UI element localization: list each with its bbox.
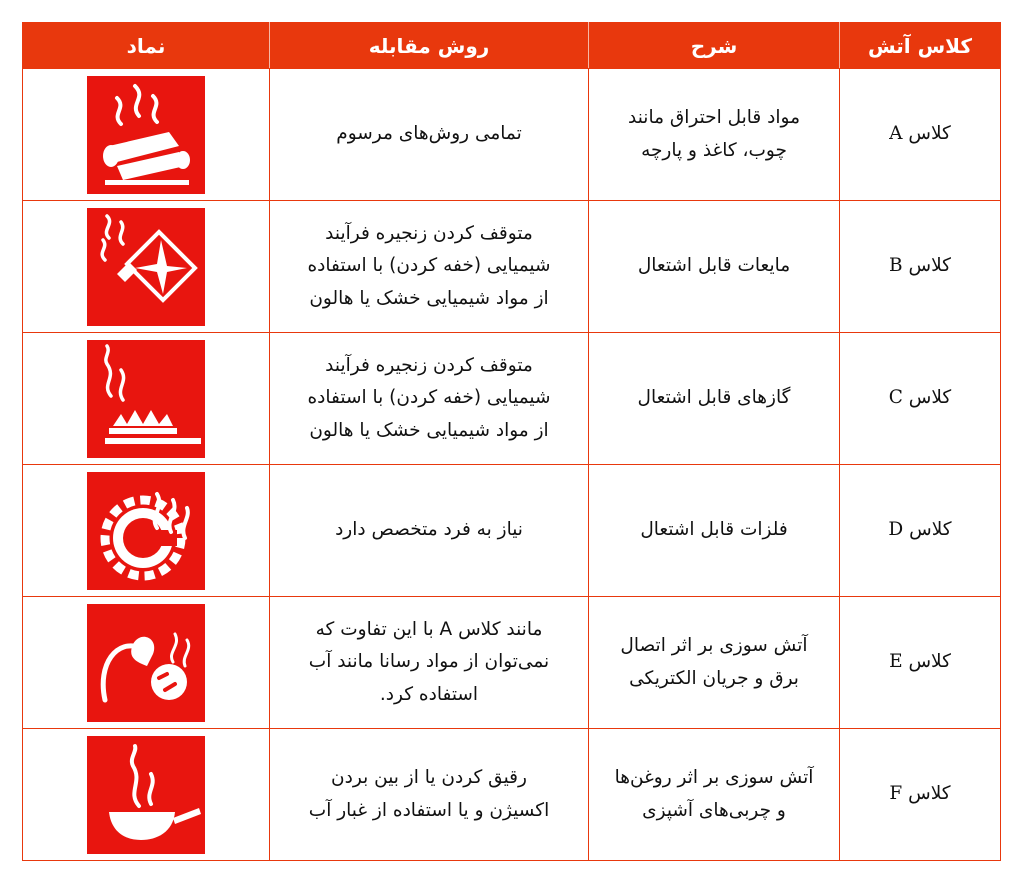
table-row (23, 729, 1001, 861)
fire-method: نیاز به فرد متخصص دارد (270, 465, 589, 597)
table-row (23, 69, 1001, 201)
fuel-can-icon (87, 208, 205, 326)
fire-description: مواد قابل احتراق مانند چوب، کاغذ و پارچه (589, 69, 840, 201)
fire-class-label: کلاس F (840, 729, 1001, 861)
symbol-cell (23, 201, 270, 333)
fire-method: تمامی روش‌های مرسوم (270, 69, 589, 201)
fire-description: فلزات قابل اشتعال (589, 465, 840, 597)
symbol-cell (23, 729, 270, 861)
table-row (23, 597, 1001, 729)
electric-plug-fire-icon (87, 604, 205, 722)
symbol-cell (23, 465, 270, 597)
fire-classes-table (22, 22, 1001, 861)
header-row (23, 23, 1001, 69)
fire-method: متوقف کردن زنجیره فرآیند شیمیایی (خفه کردن) با استفاده از مواد شیمیایی خشک یا هالون (270, 201, 589, 333)
fire-class-label: کلاس B (840, 201, 1001, 333)
fire-method: متوقف کردن زنجیره فرآیند شیمیایی (خفه کردن) با استفاده از مواد شیمیایی خشک یا هالون (270, 333, 589, 465)
burning-wood-icon (87, 76, 205, 194)
fire-description: گازهای قابل اشتعال (589, 333, 840, 465)
fire-description: مایعات قابل اشتعال (589, 201, 840, 333)
gas-burner-icon (87, 340, 205, 458)
symbol-cell (23, 333, 270, 465)
frying-pan-fire-icon (87, 736, 205, 854)
header-fire-class: کلاس آتش (840, 23, 1001, 69)
fire-class-label: کلاس A (840, 69, 1001, 201)
burning-gear-icon (87, 472, 205, 590)
fire-description: آتش سوزی بر اثر اتصال برق و جریان الکتریکی (589, 597, 840, 729)
fire-description: آتش سوزی بر اثر روغن‌ها و چربی‌های آشپزی (589, 729, 840, 861)
header-symbol: نماد (23, 23, 270, 69)
table-row (23, 201, 1001, 333)
fire-method: مانند کلاس A با این تفاوت که نمی‌توان از مواد رسانا مانند آب استفاده کرد. (270, 597, 589, 729)
fire-class-label: کلاس C (840, 333, 1001, 465)
table-row (23, 333, 1001, 465)
header-method: روش مقابله (270, 23, 589, 69)
table-row (23, 465, 1001, 597)
symbol-cell (23, 597, 270, 729)
fire-class-label: کلاس E (840, 597, 1001, 729)
fire-class-label: کلاس D (840, 465, 1001, 597)
symbol-cell (23, 69, 270, 201)
fire-method: رقیق کردن یا از بین بردن اکسیژن و یا استفاده از غبار آب (270, 729, 589, 861)
header-description: شرح (589, 23, 840, 69)
